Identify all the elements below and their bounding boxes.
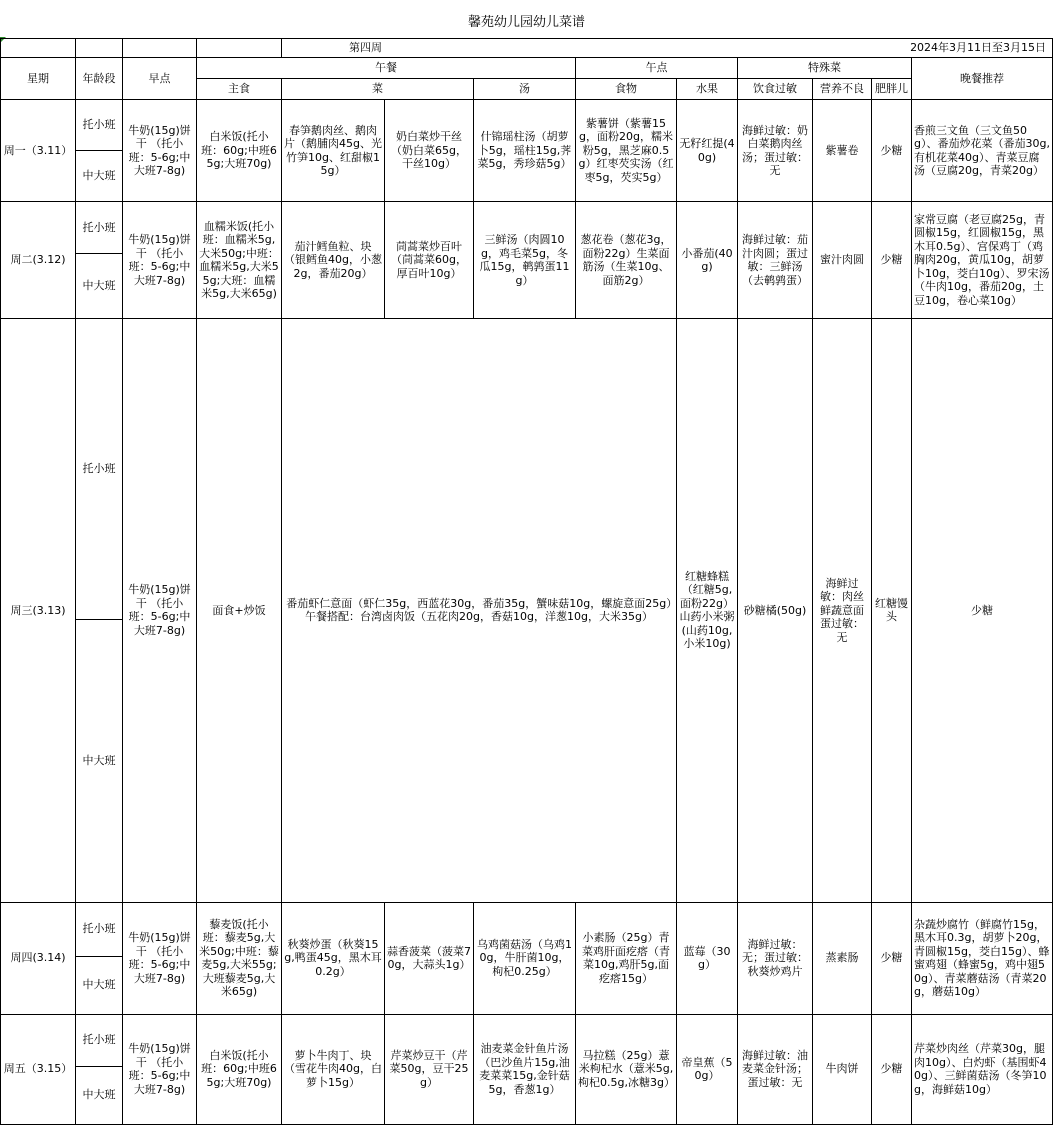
title-bar xyxy=(0,0,1053,39)
table-row-thursday xyxy=(1,902,1053,956)
header-obese: 肥胖儿 xyxy=(872,79,912,100)
snack-food-cell: 小素肠（25g）青菜鸡肝面疙瘩（青菜10g,鸡肝5g,面疙瘩15g） xyxy=(576,902,677,1014)
obese-cell: 少糖 xyxy=(872,202,912,319)
header-breakfast: 早点 xyxy=(123,58,197,100)
table-row-tuesday xyxy=(1,202,1053,254)
header-staple: 主食 xyxy=(197,79,282,100)
dinner-cell: 杂蔬炒腐竹（鲜腐竹15g，黑木耳0.3g，胡萝卜20g，青圆椒15g，茭白15g）、蜂蜜鸡翅（蜂蜜5g，鸡中翅50g）、青菜蘑菇汤（青菜20g，蘑菇10g） xyxy=(912,902,1053,1014)
soup-cell: 乌鸡菌菇汤（乌鸡10g，牛肝菌10g，枸杞0.25g） xyxy=(474,902,576,1014)
soup-cell: 油麦菜金针鱼片汤（巴沙鱼片15g,油麦菜菜15g,金针菇5g，香葱1g） xyxy=(474,1014,576,1124)
dinner-cell: 香煎三文鱼（三文鱼50g）、番茄炒花菜（番茄30g,有机花菜40g）、青菜豆腐汤（豆腐20g，青菜20g） xyxy=(912,100,1053,202)
dish2-cell: 蒜香菠菜（菠菜70g，大蒜头1g） xyxy=(385,902,474,1014)
dish2-cell: 奶白菜炒干丝（奶白菜65g，干丝10g） xyxy=(385,100,474,202)
header-dinner: 晚餐推荐 xyxy=(912,58,1053,100)
malnutrition-cell: 蜜汁肉圆 xyxy=(813,202,872,319)
table-row-wednesday xyxy=(1,319,1053,620)
dish1-cell: 萝卜牛肉丁、块（雪花牛肉40g，白萝卜15g） xyxy=(282,1014,385,1124)
day-label: 周二(3.12) xyxy=(1,202,76,319)
fruit-cell: 砂糖橘(50g) xyxy=(738,319,813,903)
dish1-cell: 春笋鹅肉丝、鹅肉片（鹅脯肉45g、光竹笋10g、红甜椒15g） xyxy=(282,100,385,202)
fruit-cell: 小番茄(40g) xyxy=(677,202,738,319)
dish2-cell: 芹菜炒豆干（芹菜50g，豆干25g） xyxy=(385,1014,474,1124)
menu-title: 馨苑幼儿园幼儿菜谱 xyxy=(467,15,585,30)
day-label: 周四(3.14) xyxy=(1,902,76,1014)
age-group-label: 托小班 xyxy=(76,319,123,620)
obese-cell: 少糖 xyxy=(872,100,912,202)
obese-cell: 少糖 xyxy=(872,902,912,1014)
age-group-label: 中大班 xyxy=(76,254,123,319)
mixed-lunch-cell: 番茄虾仁意面（虾仁35g，西蓝花30g，番茄35g，蟹味菇10g，螺旋意面25g）午餐搭配：台湾卤肉饭（五花肉20g，香菇10g，洋葱10g，大米35g） xyxy=(282,319,677,903)
date-range: 2024年3月11日至3月15日 xyxy=(910,41,1047,54)
dish2-cell: 茼蒿菜炒百叶（茼蒿菜60g，厚百叶10g） xyxy=(385,202,474,319)
header-malnutrition: 营养不良 xyxy=(813,79,872,100)
table-row-monday xyxy=(1,100,1053,151)
staple-cell: 白米饭(托小班：60g;中班65g;大班70g) xyxy=(197,100,282,202)
breakfast-cell: 牛奶(15g)饼干 （托小班：5-6g;中大班7-8g) xyxy=(123,202,197,319)
age-group-label: 中大班 xyxy=(76,956,123,1014)
header-allergy: 饮食过敏 xyxy=(738,79,813,100)
header-lunch: 午餐 xyxy=(197,58,576,79)
header-fruit: 水果 xyxy=(677,79,738,100)
allergy-cell: 海鲜过敏：茄汁肉圆；蛋过敏：三鲜汤（去鹌鹑蛋） xyxy=(738,202,813,319)
snack-food-cell: 红糖蜂糕（红糖5g,面粉22g）山药小米粥(山药10g,小米10g) xyxy=(677,319,738,903)
allergy-cell: 海鲜过敏：奶白菜鹅肉丝汤；蛋过敏：无 xyxy=(738,100,813,202)
breakfast-cell: 牛奶(15g)饼干 （托小班：5-6g;中大班7-8g) xyxy=(123,902,197,1014)
day-label: 周一（3.11） xyxy=(1,100,76,202)
header-age-group: 年龄段 xyxy=(76,58,123,100)
allergy-cell: 海鲜过敏：无；蛋过敏：秋葵炒鸡片 xyxy=(738,902,813,1014)
staple-cell: 血糯米饭(托小班：血糯米5g,大米50g;中班：血糯米5g,大米55g;大班：血糯米5g,大米65g) xyxy=(197,202,282,319)
dish1-cell: 茄汁鳕鱼粒、块（银鳕鱼40g，小葱2g，番茄20g） xyxy=(282,202,385,319)
age-group-label: 托小班 xyxy=(76,100,123,151)
age-group-label: 中大班 xyxy=(76,619,123,902)
age-group-label: 中大班 xyxy=(76,1066,123,1124)
soup-cell: 三鲜汤（肉圆10g，鸡毛菜5g，冬瓜15g，鹌鹑蛋11g） xyxy=(474,202,576,319)
header-food: 食物 xyxy=(576,79,677,100)
week-row xyxy=(1,39,1053,58)
fruit-cell: 蓝莓（30g） xyxy=(677,902,738,1014)
fruit-cell: 无籽红提(40g) xyxy=(677,100,738,202)
obese-cell: 少糖 xyxy=(912,319,1053,903)
table-row-friday xyxy=(1,1014,1053,1066)
day-label: 周三(3.13) xyxy=(1,319,76,903)
age-group-label: 中大班 xyxy=(76,151,123,202)
week-cell xyxy=(282,39,1053,58)
menu-table xyxy=(0,38,1053,1125)
dinner-cell: 家常豆腐（老豆腐25g，青圆椒15g，红圆椒15g，黑木耳0.5g）、宫保鸡丁（鸡胸肉20g，黄瓜10g，胡萝卜10g，茭白10g）、罗宋汤（牛肉10g，番茄20g，土豆10g，卷心菜10g） xyxy=(912,202,1053,319)
staple-cell: 藜麦饭(托小班：藜麦5g,大米50g;中班：藜麦5g,大米55g;大班藜麦5g,大米65g) xyxy=(197,902,282,1014)
age-group-label: 托小班 xyxy=(76,902,123,956)
malnutrition-cell: 蒸素肠 xyxy=(813,902,872,1014)
breakfast-cell: 牛奶(15g)饼干 （托小班：5-6g;中大班7-8g) xyxy=(123,1014,197,1124)
snack-food-cell: 葱花卷（葱花3g，面粉22g）生菜面筋汤（生菜10g、面筋2g） xyxy=(576,202,677,319)
fruit-cell: 帝皇蕉（50g） xyxy=(677,1014,738,1124)
breakfast-cell: 牛奶(15g)饼干 （托小班：5-6g;中大班7-8g) xyxy=(123,319,197,903)
obese-cell: 少糖 xyxy=(872,1014,912,1124)
staple-cell: 白米饭(托小班：60g;中班65g;大班70g) xyxy=(197,1014,282,1124)
week-label: 第四周 xyxy=(349,41,382,55)
header-special: 特殊菜 xyxy=(738,58,912,79)
allergy-cell: 海鲜过敏：油麦菜金针汤；蛋过敏：无 xyxy=(738,1014,813,1124)
header-dishes: 菜 xyxy=(282,79,474,100)
malnutrition-cell: 红糖馒头 xyxy=(872,319,912,903)
header-weekday: 星期 xyxy=(1,58,76,100)
age-group-label: 托小班 xyxy=(76,1014,123,1066)
day-label: 周五（3.15） xyxy=(1,1014,76,1124)
staple-cell: 面食+炒饭 xyxy=(197,319,282,903)
breakfast-cell: 牛奶(15g)饼干 （托小班：5-6g;中大班7-8g) xyxy=(123,100,197,202)
header-soup: 汤 xyxy=(474,79,576,100)
malnutrition-cell: 紫薯卷 xyxy=(813,100,872,202)
soup-cell: 什锦瑶柱汤（胡萝卜5g，瑶柱15g,荠菜5g，秀珍菇5g） xyxy=(474,100,576,202)
snack-food-cell: 马拉糕（25g）薏米枸杞水（薏米5g,枸杞0.5g,冰糖3g） xyxy=(576,1014,677,1124)
header-snack: 午点 xyxy=(576,58,738,79)
malnutrition-cell: 牛肉饼 xyxy=(813,1014,872,1124)
age-group-label: 托小班 xyxy=(76,202,123,254)
dish1-cell: 秋葵炒蛋（秋葵15g,鸭蛋45g，黑木耳0.2g） xyxy=(282,902,385,1014)
header-row-1 xyxy=(1,58,1053,79)
allergy-cell: 海鲜过敏：肉丝鲜蔬意面蛋过敏：无 xyxy=(813,319,872,903)
snack-food-cell: 紫薯饼（紫薯15g，面粉20g，糯米粉5g，黑芝麻0.5g）红枣芡实汤（红枣5g，芡实5g） xyxy=(576,100,677,202)
dinner-cell: 芹菜炒肉丝（芹菜30g，腿肉10g）、白灼虾（基围虾40g）、三鲜菌菇汤（冬笋10g，海鲜菇10g） xyxy=(912,1014,1053,1124)
